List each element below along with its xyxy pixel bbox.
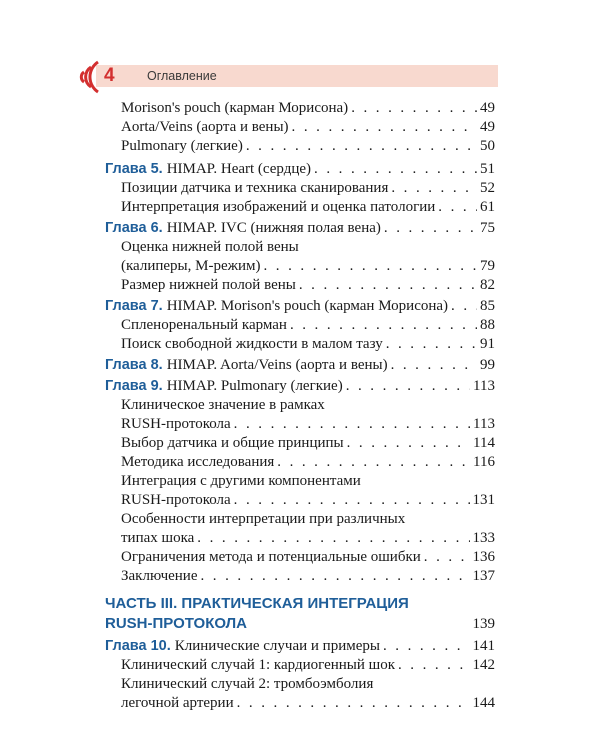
toc-entry-label: HIMAP. Aorta/Veins (аорта и вены) xyxy=(166,357,388,373)
toc-entry-page: 113 xyxy=(473,416,495,432)
leader-dots xyxy=(314,160,477,178)
toc-entry[interactable] xyxy=(121,198,495,216)
leader-dots xyxy=(292,118,477,136)
toc-entry-label: типах шока xyxy=(121,530,195,546)
toc-entry-label-line1: Интеграция с другими компонентами xyxy=(121,473,361,489)
toc-entry-label: Клинический случай 1: кардиогенный шок xyxy=(121,657,395,673)
toc-entry-label: Pulmonary (легкие) xyxy=(121,138,243,154)
section-title: Оглавление xyxy=(147,69,217,83)
chapter-prefix: Глава 8. xyxy=(105,357,163,373)
toc-chapter-8[interactable] xyxy=(105,356,495,374)
toc-entry-label: Интерпретация изображений и оценка патологии xyxy=(121,199,436,215)
toc-entry[interactable] xyxy=(121,99,495,117)
toc-chapter-7[interactable] xyxy=(105,297,495,315)
toc-entry[interactable] xyxy=(121,118,495,136)
toc-entry-label-line1: Клиническое значение в рамках xyxy=(121,397,325,413)
leader-dots xyxy=(391,179,477,197)
toc-entry-label: легочной артерии xyxy=(121,695,234,711)
toc-entry-page: 114 xyxy=(473,435,495,451)
toc-entry-page: 141 xyxy=(472,638,495,654)
toc-entry-page: 144 xyxy=(472,695,495,711)
chapter-prefix: Глава 9. xyxy=(105,378,163,394)
toc-entry-page: 136 xyxy=(472,549,495,565)
leader-dots xyxy=(384,219,477,237)
toc-entry-label: Спленоренальный карман xyxy=(121,317,287,333)
toc-entry-page: 50 xyxy=(480,138,495,154)
leader-dots xyxy=(351,99,477,117)
toc-entry-label: Morison's pouch (карман Морисона) xyxy=(121,100,349,116)
leader-dots xyxy=(197,529,469,547)
toc-entry-page: 133 xyxy=(472,530,495,546)
toc-entry-label: HIMAP. Morison's pouch (карман Морисона) xyxy=(166,298,449,314)
toc-entry-label: Клинические случаи и примеры xyxy=(174,638,380,654)
toc-entry-label: Заключение xyxy=(121,568,198,584)
part-title-line1: ЧАСТЬ III. ПРАКТИЧЕСКАЯ ИНТЕГРАЦИЯ xyxy=(105,595,409,612)
leader-dots xyxy=(438,198,477,216)
toc-entry-page: 137 xyxy=(472,568,495,584)
leader-dots xyxy=(383,637,470,655)
toc-entry[interactable] xyxy=(121,694,495,712)
toc-entry[interactable] xyxy=(121,257,495,275)
chapter-prefix: Глава 5. xyxy=(105,161,163,177)
toc-entry-label: RUSH-протокола xyxy=(121,416,231,432)
chapter-prefix: Глава 6. xyxy=(105,220,163,236)
toc-entry-label: (калиперы, M-режим) xyxy=(121,258,261,274)
toc-entry-page: 85 xyxy=(480,298,495,314)
toc-entry-page: 75 xyxy=(480,220,495,236)
toc-entry-page: 61 xyxy=(480,199,495,215)
leader-dots xyxy=(391,356,477,374)
leader-dots xyxy=(424,548,470,566)
toc-entry-label: RUSH-протокола xyxy=(121,492,231,508)
toc-entry-label-line1: Оценка нижней полой вены xyxy=(121,239,299,255)
toc-entry[interactable] xyxy=(121,491,495,509)
toc-chapter-9[interactable] xyxy=(105,377,495,395)
toc-entry-label: Aorta/Veins (аорта и вены) xyxy=(121,119,289,135)
toc-entry-page: 113 xyxy=(473,378,495,394)
leader-dots xyxy=(201,567,470,585)
toc-entry-label: HIMAP. Pulmonary (легкие) xyxy=(166,378,343,394)
toc-entry-page: 99 xyxy=(480,357,495,373)
toc-entry[interactable] xyxy=(121,529,495,547)
toc-entry-page: 88 xyxy=(480,317,495,333)
toc-entry[interactable] xyxy=(121,415,495,433)
leader-dots xyxy=(347,434,470,452)
toc-entry-label-line1: Клинический случай 2: тромбоэмболия xyxy=(121,676,374,692)
leader-dots xyxy=(299,276,477,294)
toc-entry[interactable] xyxy=(121,316,495,334)
leader-dots xyxy=(290,316,477,334)
leader-dots xyxy=(346,377,470,395)
toc-entry-page: 139 xyxy=(472,616,495,632)
toc-chapter-6[interactable] xyxy=(105,219,495,237)
toc-entry-label: Ограничения метода и потенциальные ошибки xyxy=(121,549,421,565)
leader-dots xyxy=(234,491,470,509)
leader-dots xyxy=(451,297,477,315)
toc-entry-label: Выбор датчика и общие принципы xyxy=(121,435,344,451)
toc-entry[interactable] xyxy=(121,335,495,353)
chapter-prefix: Глава 7. xyxy=(105,298,163,314)
toc-entry-page: 49 xyxy=(480,100,495,116)
toc-part-3[interactable] xyxy=(105,614,495,633)
leader-dots xyxy=(264,257,478,275)
leader-dots xyxy=(234,415,470,433)
toc-entry-label: Методика исследования xyxy=(121,454,275,470)
chapter-prefix: Глава 10. xyxy=(105,638,171,654)
toc-entry[interactable] xyxy=(121,434,495,452)
toc-entry-label: HIMAP. Heart (сердце) xyxy=(166,161,312,177)
toc-entry-page: 79 xyxy=(480,258,495,274)
toc-entry-label: Размер нижней полой вены xyxy=(121,277,296,293)
toc-chapter-5[interactable] xyxy=(105,160,495,178)
toc-entry[interactable] xyxy=(121,276,495,294)
toc-entry-page: 51 xyxy=(480,161,495,177)
toc-entry-page: 49 xyxy=(480,119,495,135)
toc-entry-label: HIMAP. IVC (нижняя полая вена) xyxy=(166,220,381,236)
page-number: 4 xyxy=(104,65,115,86)
toc-entry[interactable] xyxy=(121,453,495,471)
toc-entry-page: 131 xyxy=(472,492,495,508)
leader-dots xyxy=(386,335,477,353)
toc-entry-page: 82 xyxy=(480,277,495,293)
toc-entry-label: Поиск свободной жидкости в малом тазу xyxy=(121,336,383,352)
toc-entry-page: 91 xyxy=(480,336,495,352)
toc-entry-page: 142 xyxy=(472,657,495,673)
leader-dots xyxy=(398,656,470,674)
toc-entry[interactable] xyxy=(121,548,495,566)
toc-entry[interactable] xyxy=(121,137,495,155)
leader-dots xyxy=(237,694,470,712)
toc-entry[interactable] xyxy=(121,179,495,197)
toc-entry-page: 116 xyxy=(473,454,495,470)
toc-entry[interactable] xyxy=(121,656,495,674)
toc-entry-label-line1: Особенности интерпретации при различных xyxy=(121,511,406,527)
leader-dots xyxy=(246,137,477,155)
toc-entry-label: Позиции датчика и техника сканирования xyxy=(121,180,389,196)
toc-chapter-10[interactable] xyxy=(105,637,495,655)
toc-entry-page: 52 xyxy=(480,180,495,196)
leader-dots xyxy=(277,453,470,471)
toc-entry[interactable] xyxy=(121,567,495,585)
part-title-line2: RUSH-ПРОТОКОЛА xyxy=(105,615,248,632)
